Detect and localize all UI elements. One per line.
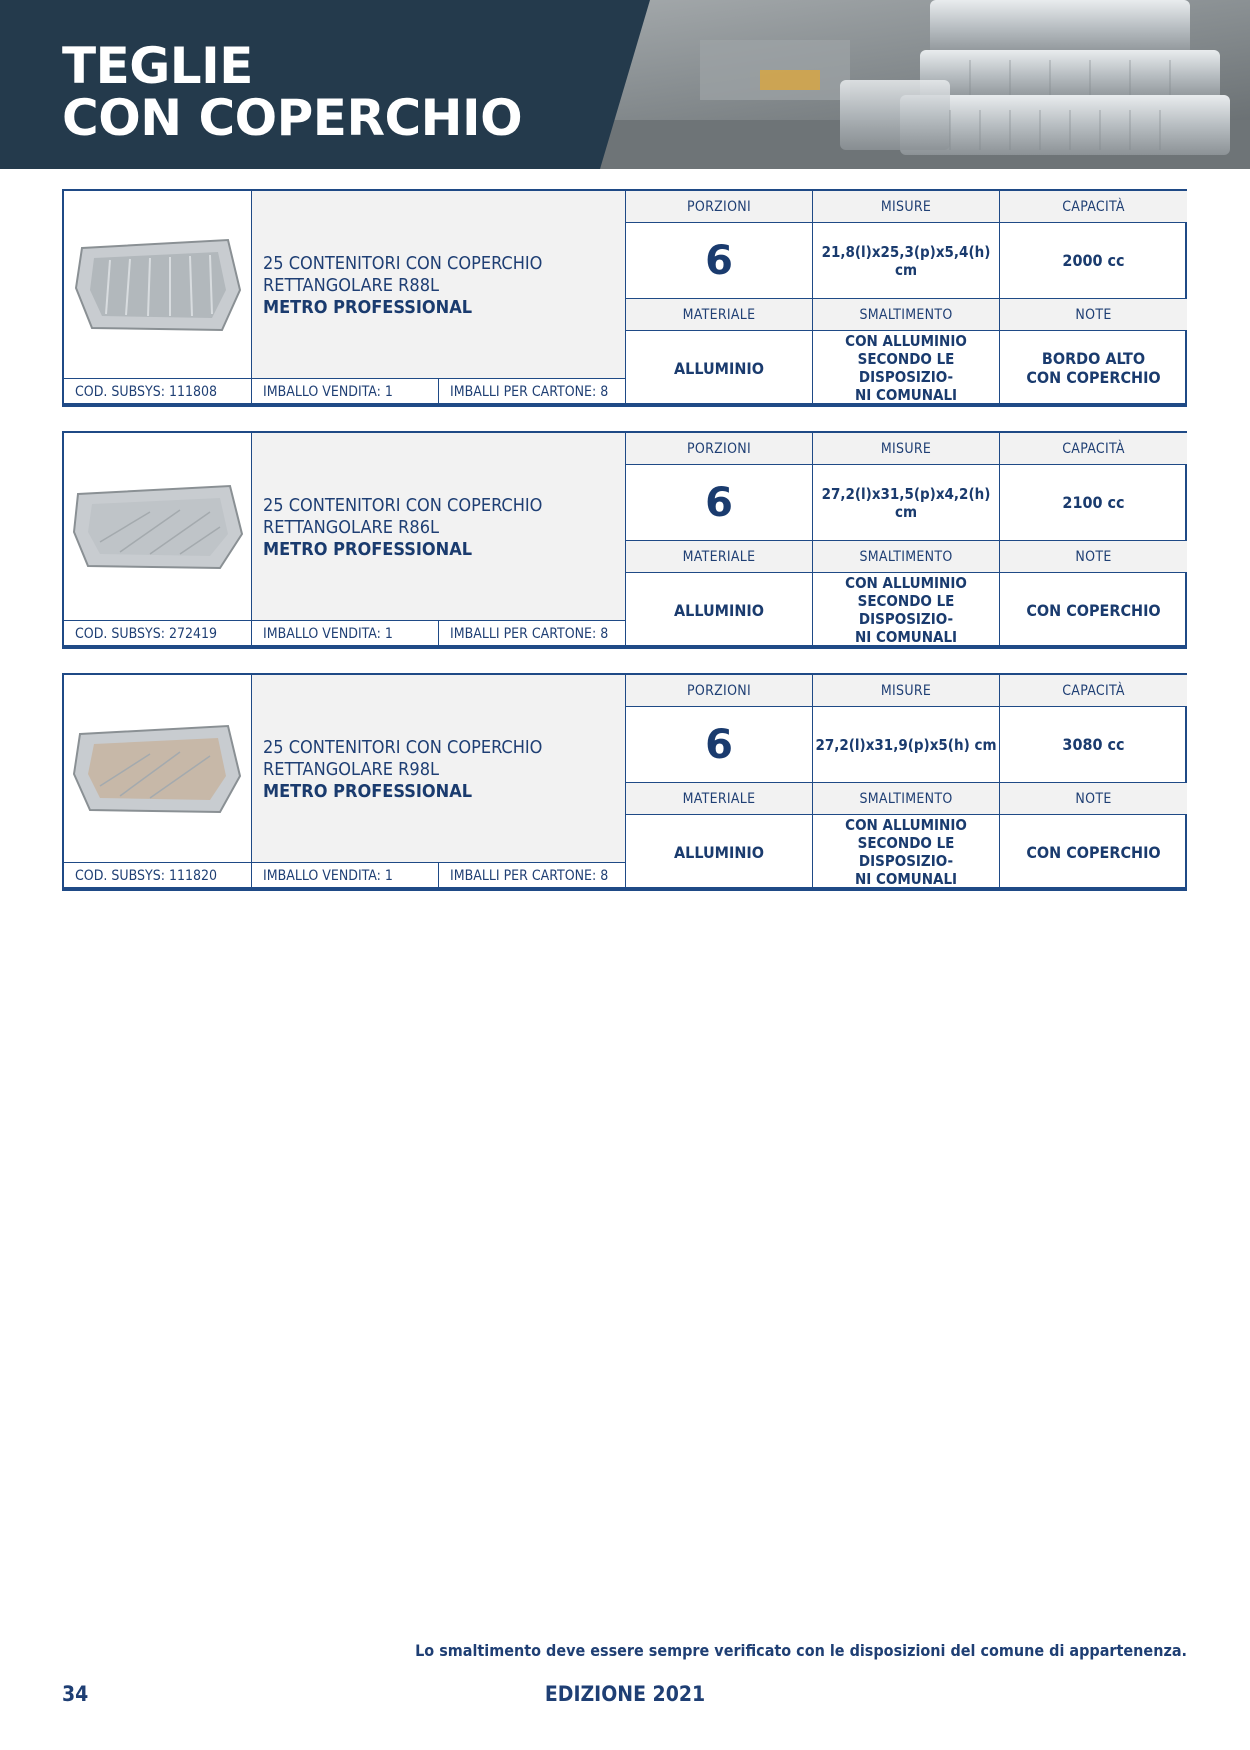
foil-tray-image — [70, 714, 246, 824]
label-misure: MISURE — [813, 433, 1000, 465]
label-note: NOTE — [1000, 299, 1187, 331]
label-smaltimento: SMALTIMENTO — [813, 299, 1000, 331]
product-imballo: IMBALLO VENDITA: 1 — [252, 863, 439, 889]
product-card — [62, 431, 1187, 649]
smaltimento-line-3: NI COMUNALI — [854, 628, 958, 646]
value-porzioni: 6 — [626, 707, 813, 783]
value-materiale: ALLUMINIO — [626, 815, 813, 889]
note-line-1: CON COPERCHIO — [1026, 600, 1161, 620]
edition-label: EDIZIONE 2021 — [544, 1682, 706, 1706]
product-photo-cell — [64, 675, 252, 863]
smaltimento-line-1: CON ALLUMINIO — [845, 332, 967, 350]
product-description — [252, 191, 626, 379]
product-card — [62, 189, 1187, 407]
product-code: COD. SUBSYS: 111808 — [64, 379, 252, 405]
product-brand: METRO PROFESSIONAL — [263, 539, 473, 560]
product-photo-cell — [64, 191, 252, 379]
product-imballo: IMBALLO VENDITA: 1 — [252, 379, 439, 405]
foil-tray-image — [70, 472, 246, 582]
label-capacita: CAPACITÀ — [1000, 675, 1187, 707]
label-smaltimento: SMALTIMENTO — [813, 541, 1000, 573]
label-note: NOTE — [1000, 783, 1187, 815]
smaltimento-line-1: CON ALLUMINIO — [845, 816, 967, 834]
smaltimento-line-2: SECONDO LE DISPOSIZIO- — [857, 592, 955, 628]
label-misure: MISURE — [813, 191, 1000, 223]
label-capacita: CAPACITÀ — [1000, 191, 1187, 223]
note-line-1: CON COPERCHIO — [1026, 842, 1161, 862]
product-code: COD. SUBSYS: 111820 — [64, 863, 252, 889]
page-title-line-2: CON COPERCHIO — [62, 89, 523, 147]
label-misure: MISURE — [813, 675, 1000, 707]
label-porzioni: PORZIONI — [626, 675, 813, 707]
label-note: NOTE — [1000, 541, 1187, 573]
label-smaltimento: SMALTIMENTO — [813, 783, 1000, 815]
smaltimento-line-1: CON ALLUMINIO — [845, 574, 967, 592]
label-capacita: CAPACITÀ — [1000, 433, 1187, 465]
product-description — [252, 433, 626, 621]
smaltimento-line-2: SECONDO LE DISPOSIZIO- — [857, 350, 955, 386]
product-brand: METRO PROFESSIONAL — [263, 297, 473, 318]
value-misure: 21,8(l)x25,3(p)x5,4(h) cm — [813, 223, 1000, 299]
value-capacita: 3080 cc — [1000, 707, 1187, 783]
product-imballo: IMBALLO VENDITA: 1 — [252, 621, 439, 647]
label-materiale: MATERIALE — [626, 541, 813, 573]
product-name-line-2: RETTANGOLARE R88L — [263, 275, 440, 296]
product-cartone: IMBALLI PER CARTONE: 8 — [439, 863, 626, 889]
smaltimento-line-2: SECONDO LE DISPOSIZIO- — [857, 834, 955, 870]
smaltimento-line-3: NI COMUNALI — [854, 386, 958, 404]
product-name-line-1: 25 CONTENITORI CON COPERCHIO — [263, 737, 543, 758]
product-brand: METRO PROFESSIONAL — [263, 781, 473, 802]
note-line-2: CON COPERCHIO — [1026, 368, 1161, 387]
value-misure: 27,2(l)x31,9(p)x5(h) cm — [813, 707, 1000, 783]
product-name-line-2: RETTANGOLARE R86L — [263, 517, 440, 538]
page-title — [62, 37, 523, 147]
value-capacita: 2000 cc — [1000, 223, 1187, 299]
value-smaltimento — [813, 331, 1000, 405]
value-smaltimento — [813, 815, 1000, 889]
label-materiale: MATERIALE — [626, 299, 813, 331]
value-smaltimento — [813, 573, 1000, 647]
product-description — [252, 675, 626, 863]
value-capacita: 2100 cc — [1000, 465, 1187, 541]
product-code: COD. SUBSYS: 272419 — [64, 621, 252, 647]
product-name-line-2: RETTANGOLARE R98L — [263, 759, 440, 780]
label-porzioni: PORZIONI — [626, 433, 813, 465]
value-note — [1000, 573, 1187, 647]
page-title-line-1: TEGLIE — [62, 37, 253, 95]
product-cartone: IMBALLI PER CARTONE: 8 — [439, 621, 626, 647]
value-misure: 27,2(l)x31,5(p)x4,2(h) cm — [813, 465, 1000, 541]
page-number: 34 — [62, 1682, 89, 1706]
product-card — [62, 673, 1187, 891]
foil-tray-image — [70, 230, 246, 340]
value-note — [1000, 815, 1187, 889]
value-porzioni: 6 — [626, 465, 813, 541]
value-materiale: ALLUMINIO — [626, 331, 813, 405]
disposal-disclaimer: Lo smaltimento deve essere sempre verificato con le disposizioni del comune di appartenenza. — [415, 1641, 1187, 1660]
product-name-line-1: 25 CONTENITORI CON COPERCHIO — [263, 495, 543, 516]
label-porzioni: PORZIONI — [626, 191, 813, 223]
note-line-1: BORDO ALTO — [1041, 349, 1146, 368]
value-porzioni: 6 — [626, 223, 813, 299]
value-note — [1000, 331, 1187, 405]
label-materiale: MATERIALE — [626, 783, 813, 815]
product-name-line-1: 25 CONTENITORI CON COPERCHIO — [263, 253, 543, 274]
product-photo-cell — [64, 433, 252, 621]
smaltimento-line-3: NI COMUNALI — [854, 870, 958, 888]
product-cartone: IMBALLI PER CARTONE: 8 — [439, 379, 626, 405]
value-materiale: ALLUMINIO — [626, 573, 813, 647]
page-header — [0, 0, 1250, 169]
